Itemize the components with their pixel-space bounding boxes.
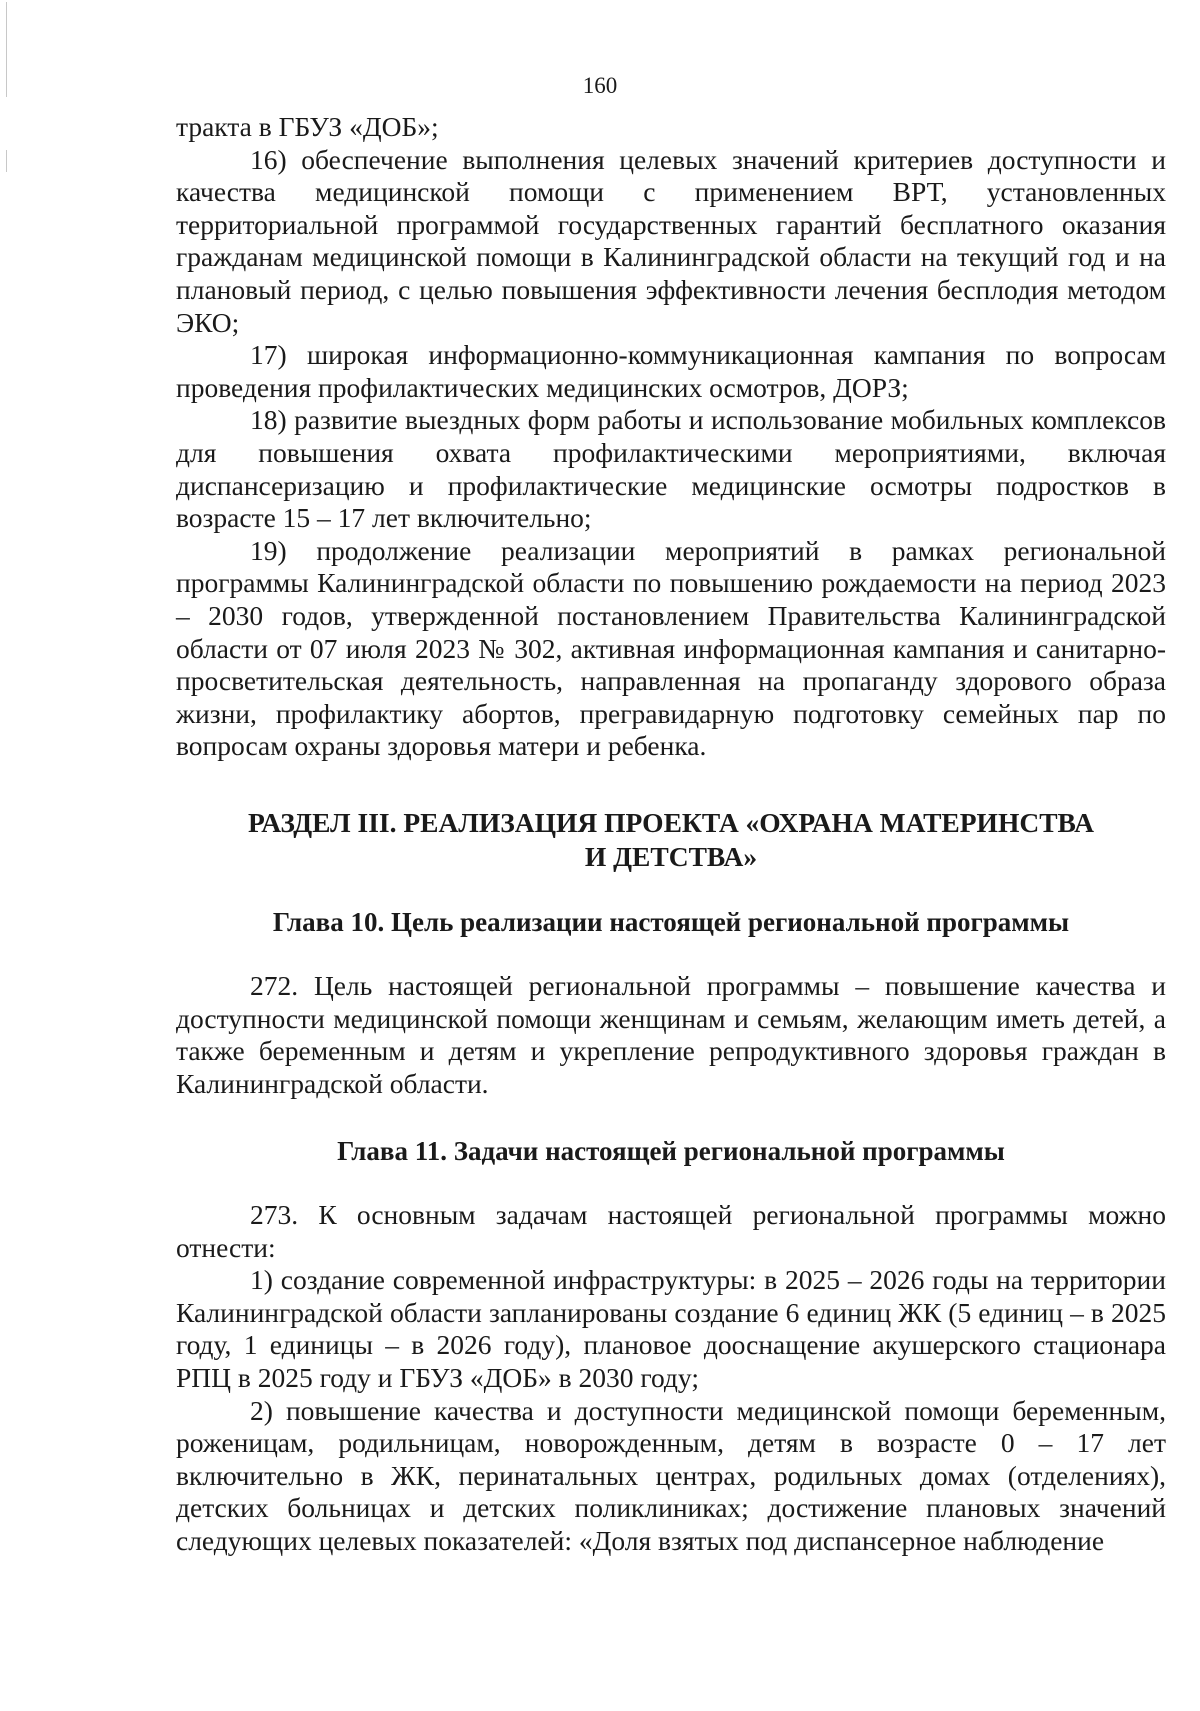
body-text-block-1 [176,111,1166,763]
paragraph-task-2: 2) повышение качества и доступности медицинской помощи беременным, роженицам, родильницам, новорожденным, детям в возрасте 0 – 17 лет включительно в ЖК, перинатальных центрах, родильных домах (отделениях), детских больницах и детских поликлиниках; достижение плановых значений следующих целевых показателей: «Доля взятых под диспансерное наблюдение [176,1394,1166,1556]
paragraph-item-18: 18) развитие выездных форм работы и использование мобильных комплексов для повышения охвата профилактическими мероприятиями, включая диспансеризацию и профилактические медицинские осмотры подростков в возрасте 15 – 17 лет включительно; [176,404,1166,534]
paragraph-273: 273. К основным задачам настоящей региональной программы можно отнести: [176,1199,1166,1263]
paragraph-continuation: тракта в ГБУЗ «ДОБ»; [176,111,439,142]
paragraph-272: 272. Цель настоящей региональной программы – повышение качества и доступности медицинской помощи женщинам и семьям, желающим иметь детей, а также беременным и детям и укрепление репродуктивного здоровья граждан в Калининградской области. [176,970,1166,1099]
scan-edge-mark [6,150,7,172]
body-text-block-3 [176,1199,1166,1558]
section-title [176,806,1166,874]
chapter-11-title: Глава 11. Задачи настоящей региональной программы [337,1136,1005,1166]
paragraph-item-17: 17) широкая информационно-коммуникационная кампания по вопросам проведения профилактических медицинских осмотров, ДОРЗ; [176,339,1166,403]
page-number: 160 [582,73,618,98]
section-title-line-1: РАЗДЕЛ III. РЕАЛИЗАЦИЯ ПРОЕКТА «ОХРАНА МАТЕРИНСТВА [247,807,1095,838]
body-text-block-2 [176,970,1166,1100]
paragraph-task-1: 1) создание современной инфраструктуры: в 2025 – 2026 годы на территории Калининградской области запланированы создание 6 единиц ЖК (5 единиц – в 2025 году, 1 единицы – в 2026 году), плановое дооснащение акушерского стационара РПЦ в 2025 году и ГБУЗ «ДОБ» в 2030 году; [176,1264,1166,1393]
paragraph-item-19: 19) продолжение реализации мероприятий в рамках региональной программы Калининградской области по повышению рождаемости на период 2023 – 2030 годов, утвержденной постановлением Правительства Калининградской области от 07 июля 2023 № 302, активная информационная кампания и санитарно-просветительская деятельность, направленная на пропаганду здорового образа жизни, профилактику абортов, прегравидарную подготовку семейных пар по вопросам охраны здоровья матери и ребенка. [176,534,1166,762]
chapter-10-title: Глава 10. Цель реализации настоящей региональной программы [272,907,1070,937]
section-title-line-2: И ДЕТСТВА» [584,841,758,872]
paragraph-item-16: 16) обеспечение выполнения целевых значений критериев доступности и качества медицинской помощи с применением ВРТ, установленных территориальной программой государственных гарантий бесплатного оказания гражданам медицинской помощи в Калининградской области на текущий год и на плановый период, с целью повышения эффективности лечения бесплодия методом ЭКО; [176,143,1166,338]
